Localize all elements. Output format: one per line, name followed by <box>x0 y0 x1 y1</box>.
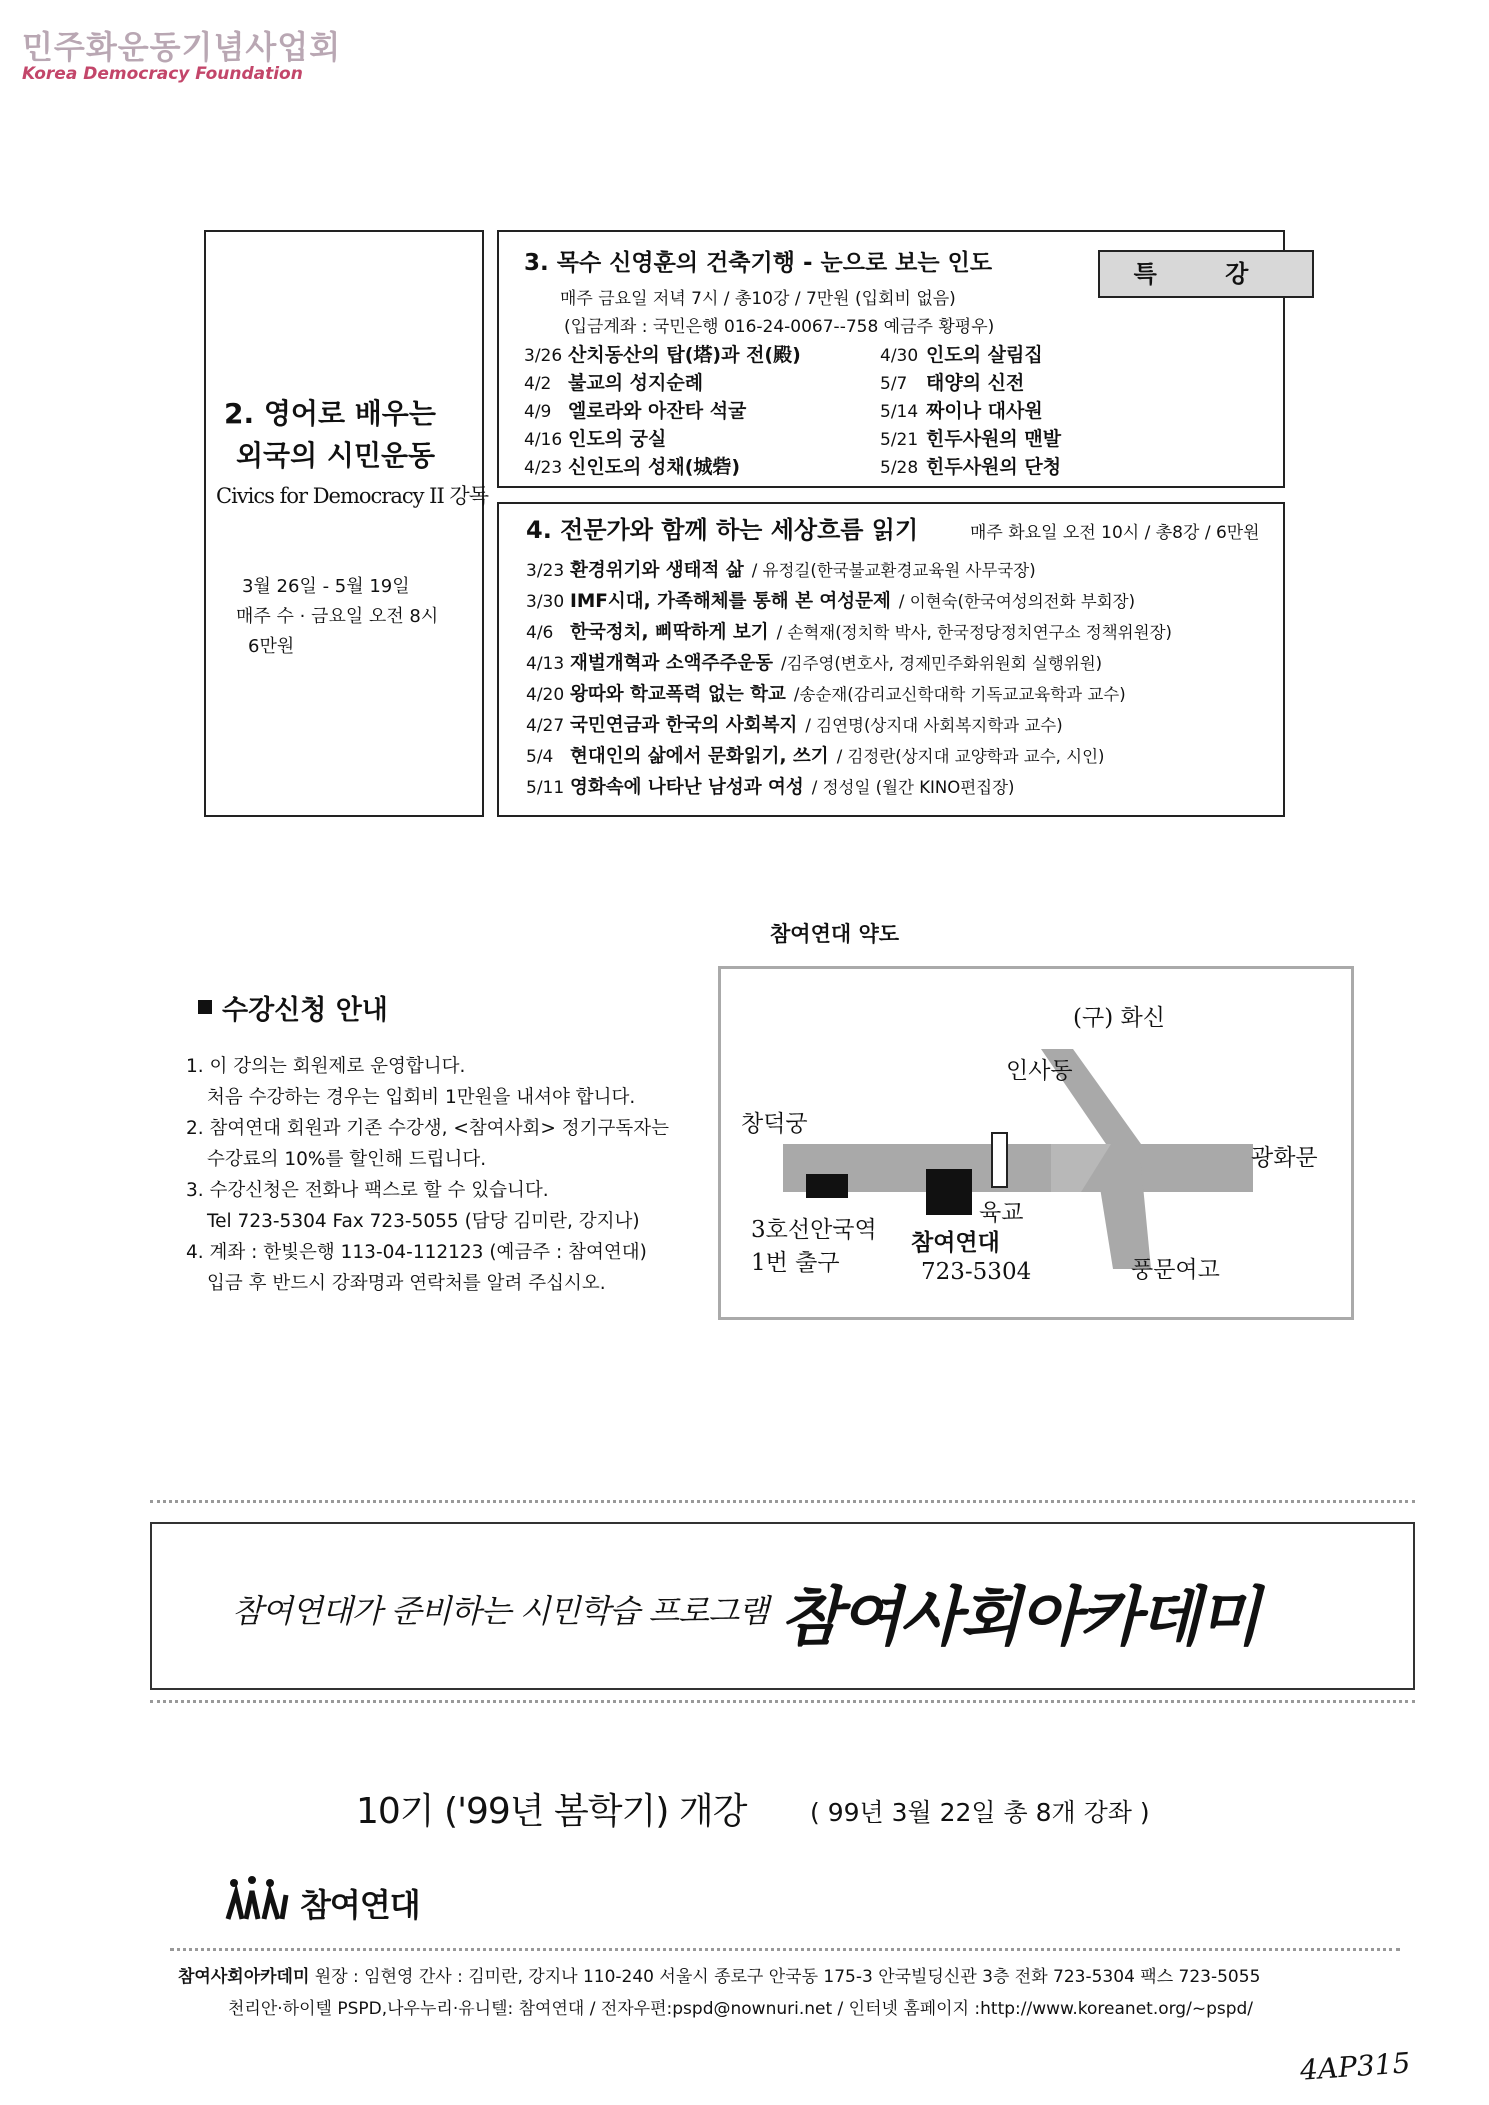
map-label-insadong: 인사동 <box>1006 1058 1073 1084</box>
banner-top-rule <box>150 1500 1415 1507</box>
map-frame <box>718 966 1354 1320</box>
lecture-speaker: / 유정길(한국불교환경교육원 사무국장) <box>751 561 1036 580</box>
map-label-station: 3호선안국역 <box>751 1217 877 1243</box>
foundation-watermark-korean: 민주화운동기념사업회 <box>22 28 342 66</box>
course2-fee: 6만원 <box>248 636 295 657</box>
lecture-topic: 엘로라와 아잔타 석굴 <box>568 400 747 422</box>
road-horizontal <box>783 1144 1253 1192</box>
lecture-topic: 국민연금과 한국의 사회복지 <box>570 715 798 736</box>
lecture-date: 5/4 <box>526 747 554 767</box>
map-label-office-phone: 723-5304 <box>921 1259 1032 1285</box>
registration-line: 4. 계좌 : 한빛은행 113-04-112123 (예금주 : 참여연대) <box>186 1242 647 1263</box>
course3-lecture <box>524 368 703 395</box>
course3-schedule: 매주 금요일 저녁 7시 / 총10강 / 7만원 (입회비 없음) <box>560 289 956 309</box>
map-label-school: 풍문여고 <box>1131 1257 1220 1283</box>
map-label-gwanghwamun: 광화문 <box>1251 1145 1318 1171</box>
lecture-topic: 힌두사원의 맨발 <box>926 428 1062 450</box>
course3-lecture <box>880 452 1061 479</box>
lecture-topic: 짜이나 대사원 <box>926 400 1043 422</box>
people-icon <box>222 1875 294 1921</box>
footer-line1 <box>178 1962 1260 1987</box>
registration-line: 3. 수강신청은 전화나 팩스로 할 수 있습니다. <box>186 1180 549 1201</box>
lecture-date: 4/13 <box>526 654 565 674</box>
course3-lecture <box>880 396 1043 423</box>
registration-line: 입금 후 반드시 강좌명과 연락처를 알려 주십시오. <box>207 1273 606 1294</box>
course4-title: 4. 전문가와 함께 하는 세상흐름 읽기 <box>526 516 919 544</box>
banner-bottom-rule <box>150 1700 1415 1707</box>
lecture-date: 5/21 <box>880 430 919 450</box>
lecture-date: 5/14 <box>880 402 919 422</box>
lecture-date: 4/20 <box>526 685 565 705</box>
map-label-exit: 1번 출구 <box>751 1250 840 1276</box>
lecture-date: 5/11 <box>526 778 565 798</box>
banner-subtitle: 참여연대가 준비하는 시민학습 프로그램 <box>232 1592 769 1630</box>
registration-line: Tel 723-5304 Fax 723-5055 (담당 김미란, 강지나) <box>207 1211 640 1232</box>
course3-lecture <box>524 396 746 423</box>
course4-schedule: 매주 화요일 오전 10시 / 총8강 / 6만원 <box>970 523 1260 543</box>
course4-lecture <box>526 680 1126 706</box>
lecture-topic: 산치동산의 탑(塔)과 전(殿) <box>568 344 801 366</box>
lecture-topic: 불교의 성지순례 <box>568 372 704 394</box>
lecture-topic: 한국정치, 삐딱하게 보기 <box>570 622 769 643</box>
lecture-topic: 인도의 살림집 <box>926 344 1043 366</box>
registration-heading: 수강신청 안내 <box>222 995 388 1026</box>
lecture-topic: 인도의 궁실 <box>568 428 667 450</box>
lecture-date: 5/28 <box>880 458 919 478</box>
lecture-topic: 힌두사원의 단청 <box>926 456 1062 478</box>
lecture-date: 4/9 <box>524 402 552 422</box>
special-lecture-badge: 특 강 <box>1098 250 1314 298</box>
lecture-topic: 영화속에 나타난 남성과 여성 <box>570 777 804 798</box>
lecture-date: 4/6 <box>526 623 554 643</box>
pspd-logo-text: 참여연대 <box>300 1886 420 1924</box>
foundation-watermark-english: Korea Democracy Foundation <box>22 64 303 84</box>
course2-period: 3월 26일 - 5월 19일 <box>242 576 410 597</box>
lecture-speaker: / 손혁재(정치학 박사, 한국정당정치연구소 정책위원장) <box>776 623 1172 642</box>
course2-title-line2: 외국의 시민운동 <box>236 439 436 472</box>
lecture-date: 4/2 <box>524 374 552 394</box>
lecture-date: 3/26 <box>524 346 563 366</box>
handwritten-note: 4AP315 <box>1298 2046 1412 2087</box>
pspd-logo-mark <box>222 1875 294 1921</box>
lecture-topic: 환경위기와 생태적 삶 <box>570 560 744 581</box>
station-exit-marker <box>806 1174 848 1198</box>
footer-line1-rest: 원장 : 임현영 간사 : 김미란, 강지나 110-240 서울시 종로구 안국동 175-3 안국빌딩신관 3층 전화 723-5304 팩스 723-5055 <box>314 1967 1261 1987</box>
lecture-topic: 태양의 신전 <box>926 372 1025 394</box>
course3-account: (입금계좌 : 국민은행 016-24-0067--758 예금주 황평우) <box>564 317 995 337</box>
course3-lecture <box>524 340 801 367</box>
lecture-speaker: /송순재(감리교신학대학 기독교교육학과 교수) <box>793 685 1126 704</box>
map-label-yukgyo: 육교 <box>979 1200 1024 1226</box>
map-label-hwasin: (구) 화신 <box>1073 1005 1165 1031</box>
course2-box <box>204 230 488 817</box>
lecture-topic: 현대인의 삶에서 문화읽기, 쓰기 <box>570 746 829 767</box>
course3-lecture <box>524 452 740 479</box>
course3-lecture <box>880 368 1024 395</box>
lecture-date: 4/16 <box>524 430 563 450</box>
lecture-date: 5/7 <box>880 374 908 394</box>
course3-title: 3. 목수 신영훈의 건축기행 - 눈으로 보는 인도 <box>524 250 993 276</box>
opening-main: 10기 ('99년 봄학기) 개강 <box>356 1791 747 1832</box>
office-building-marker <box>926 1169 972 1215</box>
lecture-date: 4/30 <box>880 346 919 366</box>
lecture-speaker: / 이현숙(한국여성의전화 부회장) <box>898 592 1136 611</box>
lecture-date: 4/27 <box>526 716 565 736</box>
course2-title-line1: 2. 영어로 배우는 <box>224 397 436 430</box>
course2-schedule: 매주 수 · 금요일 오전 8시 <box>236 606 439 627</box>
course4-lecture <box>526 649 1102 675</box>
map-title: 참여연대 약도 <box>770 922 900 946</box>
course4-lecture <box>526 556 1036 582</box>
course4-lecture <box>526 587 1135 613</box>
registration-line: 수강료의 10%를 할인해 드립니다. <box>207 1149 487 1170</box>
lecture-topic: IMF시대, 가족해체를 통해 본 여성문제 <box>570 591 891 612</box>
lecture-speaker: / 김정란(상지대 교양학과 교수, 시인) <box>836 747 1105 766</box>
academy-banner <box>150 1522 1415 1690</box>
map-label-changdeokgung: 창덕궁 <box>741 1111 808 1137</box>
course3-lecture <box>880 340 1043 367</box>
lecture-date: 3/30 <box>526 592 565 612</box>
course3-lecture <box>880 424 1061 451</box>
lecture-topic: 신인도의 성채(城砦) <box>568 456 741 478</box>
yukgyo-overpass <box>991 1132 1008 1188</box>
registration-heading-bullet <box>198 1000 212 1014</box>
opening-detail: ( 99년 3월 22일 총 8개 강좌 ) <box>810 1798 1150 1827</box>
course4-lecture <box>526 742 1105 768</box>
course4-lecture <box>526 711 1063 737</box>
registration-line: 1. 이 강의는 회원제로 운영합니다. <box>186 1056 466 1077</box>
lecture-date: 4/23 <box>524 458 563 478</box>
registration-line: 처음 수강하는 경우는 입회비 1만원을 내셔야 합니다. <box>207 1087 636 1108</box>
course2-subtitle: Civics for Democracy II 강독 <box>216 484 488 508</box>
footer-org: 참여사회아카데미 <box>178 1967 310 1987</box>
footer-line2: 천리안·하이텔 PSPD,나우누리·유니텔: 참여연대 / 전자우편:pspd@nownuri.net / 인터넷 홈페이지 :http://www.koreanet.org/~pspd/ <box>228 1999 1254 2019</box>
lecture-topic: 왕따와 학교폭력 없는 학교 <box>570 684 786 705</box>
lecture-date: 3/23 <box>526 561 565 581</box>
course4-lecture <box>526 618 1172 644</box>
registration-line: 2. 참여연대 회원과 기존 수강생, <참여사회> 정기구독자는 <box>186 1118 669 1139</box>
lecture-speaker: / 김연명(상지대 사회복지학과 교수) <box>805 716 1063 735</box>
lecture-topic: 재벌개혁과 소액주주운동 <box>570 653 774 674</box>
lecture-speaker: / 정성일 (월간 KINO편집장) <box>811 778 1015 797</box>
banner-title: 참여사회아카데미 <box>780 1581 1259 1655</box>
footer-rule <box>170 1948 1400 1955</box>
course4-lecture <box>526 773 1014 799</box>
lecture-speaker: /김주영(변호사, 경제민주화위원회 실행위원) <box>781 654 1103 673</box>
map-label-office: 참여연대 <box>911 1230 1000 1256</box>
course3-lecture <box>524 424 666 451</box>
